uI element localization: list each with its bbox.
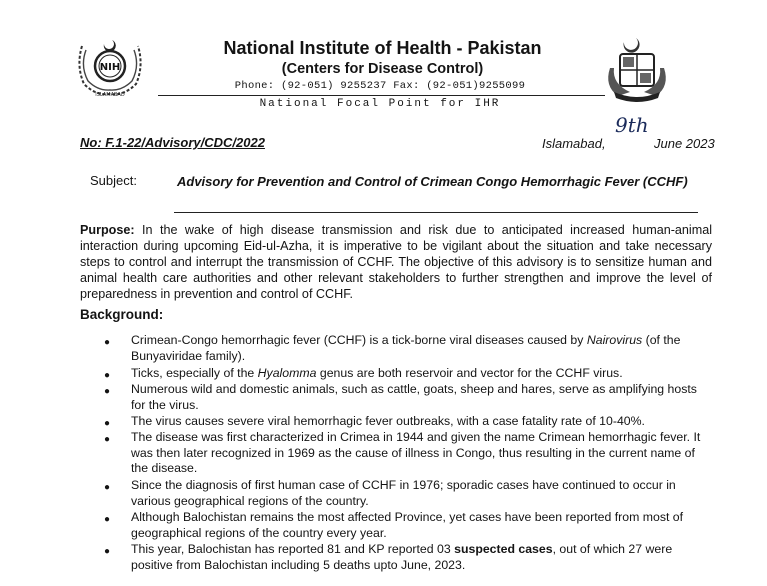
background-item-4: The virus causes severe viral hemorrhagic fever outbreaks, with a case fatality rate of 10-40%. bbox=[131, 414, 645, 428]
subject-text: Advisory for Prevention and Control of Crimean Congo Hemorrhagic Fever (CCHF) bbox=[177, 174, 688, 189]
nih-seal-caption: ISLAMABAD bbox=[95, 92, 125, 98]
bullet-dot: ● bbox=[104, 337, 111, 348]
handwritten-day: 9th bbox=[615, 113, 649, 137]
background-heading: Background: bbox=[80, 307, 164, 322]
reference-number: No: F.1-22/Advisory/CDC/2022 bbox=[80, 135, 265, 150]
subject-label: Subject: bbox=[90, 173, 137, 188]
focal-point-line: National Focal Point for IHR bbox=[259, 98, 501, 110]
header-rule bbox=[158, 95, 605, 96]
background-item-6: Since the diagnosis of first human case of CCHF in 1976; sporadic cases have continued to occur in various geographical regions of the country. bbox=[131, 478, 676, 508]
bullet-dot: ● bbox=[104, 482, 111, 493]
background-item-8: This year, Balochistan has reported 81 and KP reported 03 suspected cases, out of which 27 were positive from Balochistan including 5 deaths upto June, 2023. bbox=[131, 542, 673, 572]
contact-line: Phone: (92-051) 9255237 Fax: (92-051)9255099 bbox=[234, 80, 526, 92]
nih-seal-label: NIH bbox=[99, 62, 121, 73]
purpose-label: Purpose: bbox=[80, 223, 135, 237]
organization-subtitle: (Centers for Disease Control) bbox=[281, 61, 484, 77]
background-item-3: Numerous wild and domestic animals, such as cattle, goats, sheep and hares, serve as amplifying hosts for the virus. bbox=[131, 382, 697, 412]
background-item-7: Although Balochistan remains the most affected Province, yet cases have been reported from most of geographical regions of the country every year. bbox=[131, 510, 684, 540]
background-item-5: The disease was first characterized in Crimea in 1944 and given the name Crimean hemorrhagic fever. It was then later recognized in 1969 as the cause of illness in Congo, thus resulting in the current name of the disease. bbox=[131, 430, 701, 475]
bullet-dot: ● bbox=[104, 386, 111, 397]
bullet-dot: ● bbox=[104, 514, 111, 525]
organization-name: National Institute of Health - Pakistan bbox=[223, 38, 542, 58]
nih-seal bbox=[72, 36, 148, 98]
bullet-dot: ● bbox=[104, 546, 111, 557]
bullet-dot: ● bbox=[104, 418, 111, 429]
bullet-dot: ● bbox=[104, 434, 111, 445]
bullet-dot: ● bbox=[104, 370, 111, 381]
letter-place: Islamabad, bbox=[542, 136, 606, 151]
letter-month-year: June 2023 bbox=[654, 136, 715, 151]
purpose-text: In the wake of high disease transmission and risk due to anticipated increased human-animal interaction during upcoming Eid-ul-Azha, it is imperative to be vigilant about the situation and take necessary steps to control and interrupt the transmission of CCHF. The objective of this advisory is to sensitize human and animal health care authorities and other relevant stakeholders to further strengthen and improve the level of preparedness in prevention and control of CCHF. bbox=[80, 223, 712, 301]
subject-underline bbox=[174, 212, 698, 213]
background-item-1: Crimean-Congo hemorrhagic fever (CCHF) is a tick-borne viral diseases caused by Nairovirus (of the Bunyaviridae family). bbox=[131, 333, 681, 363]
purpose-paragraph bbox=[80, 222, 712, 302]
background-item-2: Ticks, especially of the Hyalomma genus are both reservoir and vector for the CCHF virus. bbox=[131, 366, 623, 380]
